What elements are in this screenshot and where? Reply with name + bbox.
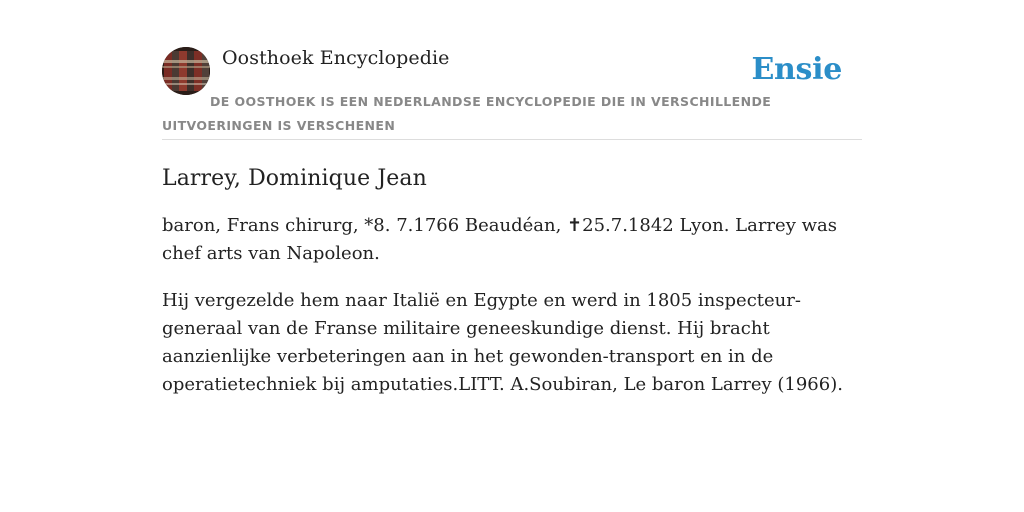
site-tagline: DE OOSTHOEK IS EEN NEDERLANDSE ENCYCLOPEDIE DIE IN VERSCHILLENDE UITVOERINGEN IS VERSCHENEN xyxy=(162,94,772,133)
article xyxy=(162,162,862,418)
site-header xyxy=(162,46,862,140)
page-container xyxy=(162,46,862,395)
article-title: Larrey, Dominique Jean xyxy=(162,166,427,191)
site-title[interactable]: Oosthoek Encyclopedie xyxy=(222,47,450,69)
encyclopedia-books-icon[interactable] xyxy=(162,47,210,95)
article-paragraph-1: baron, Frans chirurg, *8. 7.1766 Beaudéan, ✝25.7.1842 Lyon. Larrey was chef arts van Napoleon. xyxy=(162,215,837,264)
ensie-logo-link[interactable]: Ensie xyxy=(751,52,842,87)
article-paragraph-2: Hij vergezelde hem naar Italië en Egypte en werd in 1805 inspecteur-generaal van de Franse militaire geneeskundige dienst. Hij bracht aanzienlijke verbeteringen aan in het gewonden-transport en in de operatietechniek bij amputaties.LITT. A.Soubiran, Le baron Larrey (1966). xyxy=(162,290,843,395)
